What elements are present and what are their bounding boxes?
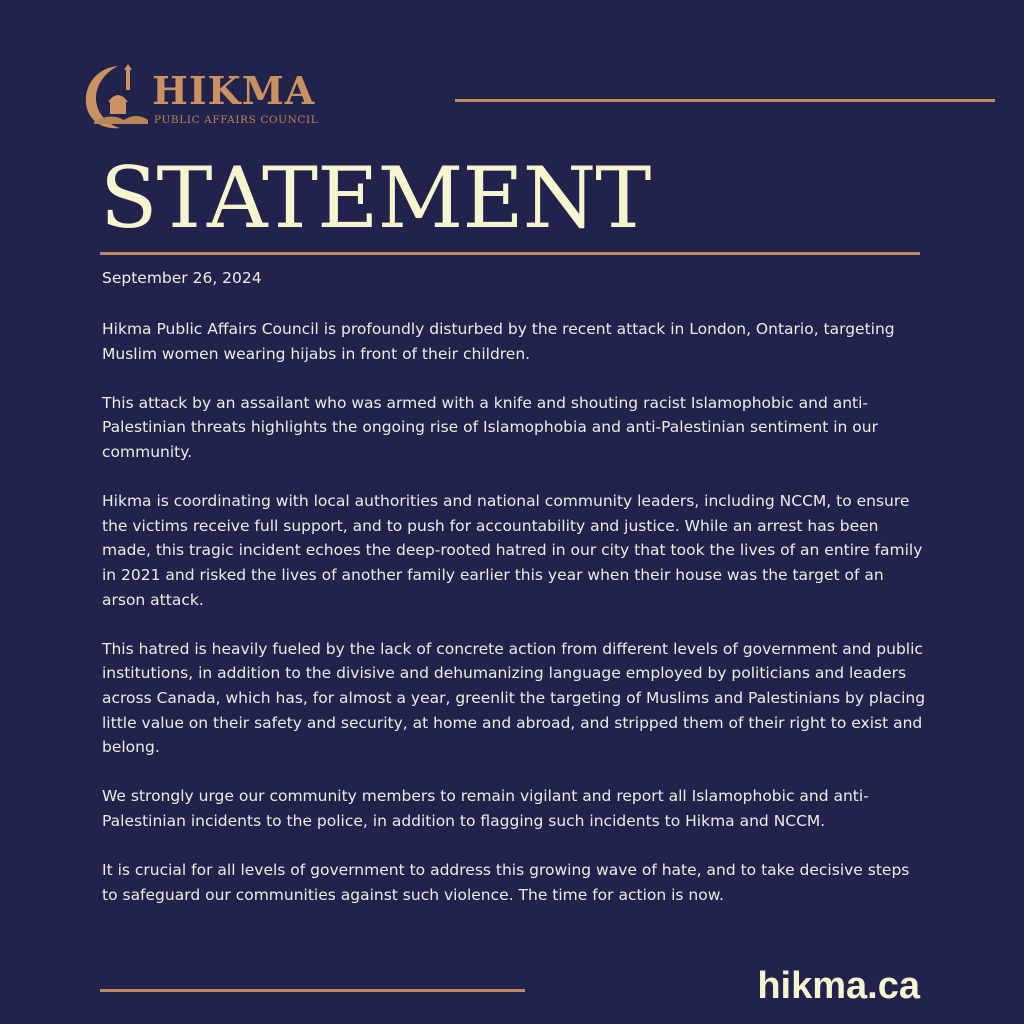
paragraph: This hatred is heavily fueled by the lack of concrete action from different levels of government and public institutions, in addition to the divisive and dehumanizing language employed by politicians and leaders across Canada, which has, for almost a year, greenlit the targeting of Muslims and Palestinians by placing little value on their safety and security, at home and abroad, and stripped them of their right to exist and belong. — [102, 639, 926, 757]
paragraph: This attack by an assailant who was armed with a knife and shouting racist Islamophobic and anti-Palestinian threats highlights the ongoing rise of Islamophobia and anti-Palestinian sentiment in our community. — [102, 393, 878, 461]
statement-date: September 26, 2024 — [102, 269, 262, 287]
top-divider — [455, 99, 995, 102]
hikma-logo — [80, 58, 380, 138]
paragraph: It is crucial for all levels of government to address this growing wave of hate, and to take decisive steps to safeguard our communities against such violence. The time for action is now. — [102, 861, 910, 904]
paragraph: Hikma Public Affairs Council is profoundly disturbed by the recent attack in London, Ontario, targeting Muslim women wearing hijabs in front of their children. — [102, 320, 895, 363]
logo-subtitle: PUBLIC AFFAIRS COUNCIL — [154, 114, 319, 126]
crescent-mosque-icon — [80, 62, 152, 134]
page-title: STATEMENT — [100, 149, 651, 247]
logo-name: HIKMA — [152, 68, 316, 113]
website-link[interactable]: hikma.ca — [757, 965, 920, 1007]
paragraph: We strongly urge our community members to remain vigilant and report all Islamophobic and anti-Palestinian incidents to the police, in addition to flagging such incidents to Hikma and NCCM. — [102, 787, 869, 830]
paragraph: Hikma is coordinating with local authorities and national community leaders, including NCCM, to ensure the victims receive full support, and to push for accountability and justice. While an arrest has been made, this tragic incident echoes the deep-rooted hatred in our city that took the lives of an entire family in 2021 and risked the lives of another family earlier this year when their house was the target of an arson attack. — [102, 492, 923, 609]
bottom-divider — [100, 989, 525, 992]
statement-body — [102, 317, 927, 932]
title-divider — [100, 252, 920, 255]
